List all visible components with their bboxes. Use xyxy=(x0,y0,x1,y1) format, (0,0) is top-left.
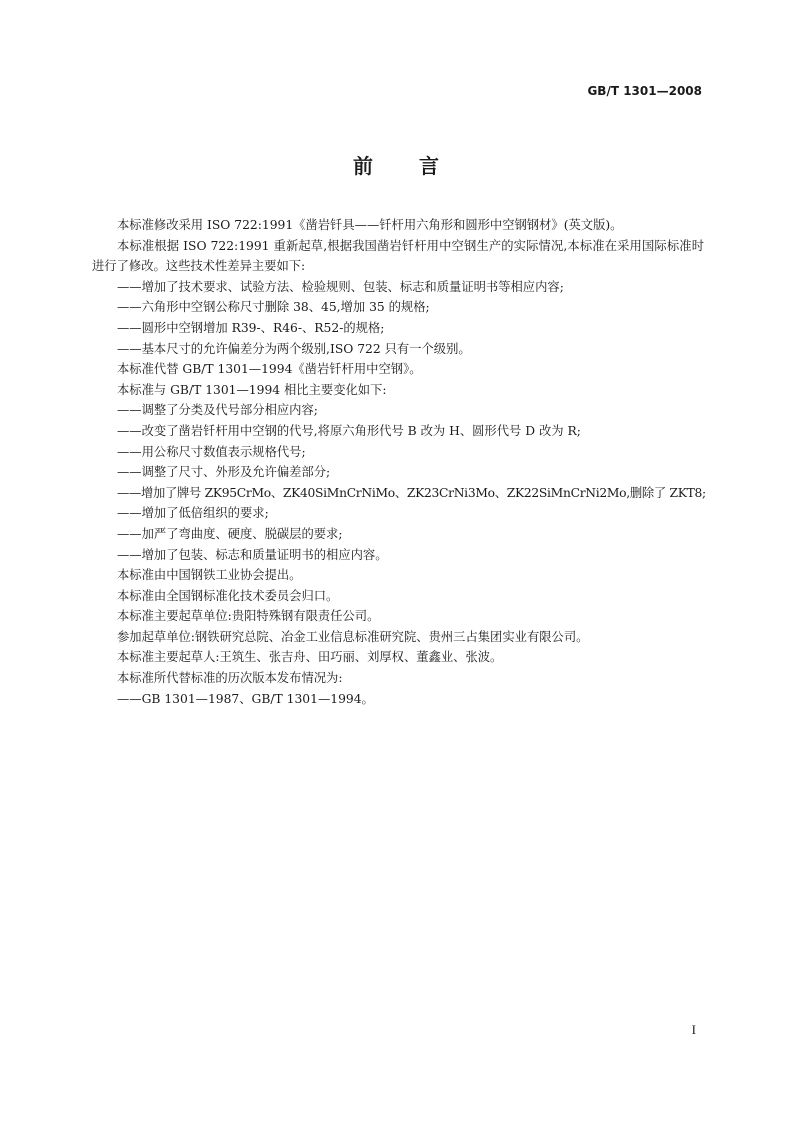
paragraph: 本标准主要起草人:王筑生、张吉舟、田巧丽、刘厚权、董鑫业、张波。 xyxy=(117,650,503,665)
paragraph: 本标准由全国钢标准化技术委员会归口。 xyxy=(117,588,339,603)
body-text xyxy=(92,215,704,709)
standard-code: GB/T 1301—2008 xyxy=(587,84,702,98)
list-item: ——增加了牌号 ZK95CrMo、ZK40SiMnCrNiMo、ZK23CrNi3Mo、ZK22SiMnCrNi2Mo,删除了 ZKT8; xyxy=(117,485,706,500)
paragraph: 本标准与 GB/T 1301—1994 相比主要变化如下: xyxy=(117,382,387,397)
list-item: ——改变了凿岩钎杆用中空钢的代号,将原六角形代号 B 改为 H、圆形代号 D 改为 R; xyxy=(117,423,581,438)
list-item: ——调整了尺寸、外形及允许偏差部分; xyxy=(117,465,331,480)
list-item: ——圆形中空钢增加 R39-、R46-、R52-的规格; xyxy=(117,320,385,335)
list-item: ——增加了技术要求、试验方法、检验规则、包装、标志和质量证明书等相应内容; xyxy=(117,279,564,294)
paragraph: 本标准根据 ISO 722:1991 重新起草,根据我国凿岩钎杆用中空钢生产的实际情况,本标准在采用国际标准时进行了修改。这些技术性差异主要如下: xyxy=(92,238,704,274)
title-char-2: 言 xyxy=(419,154,441,178)
title-char-1: 前 xyxy=(353,154,375,178)
list-item: ——增加了低倍组织的要求; xyxy=(117,506,269,521)
paragraph: 本标准代替 GB/T 1301—1994《凿岩钎杆用中空钢》。 xyxy=(117,362,422,377)
list-item: ——六角形中空钢公称尺寸删除 38、45,增加 35 的规格; xyxy=(117,300,430,315)
paragraph: 本标准所代替标准的历次版本发布情况为: xyxy=(117,671,343,686)
paragraph: 参加起草单位:钢铁研究总院、冶金工业信息标准研究院、贵州三占集团实业有限公司。 xyxy=(117,629,589,644)
list-item: ——基本尺寸的允许偏差分为两个级别,ISO 722 只有一个级别。 xyxy=(117,341,471,356)
list-item: ——加严了弯曲度、硬度、脱碳层的要求; xyxy=(117,526,343,541)
paragraph: 本标准由中国钢铁工业协会提出。 xyxy=(117,568,302,583)
paragraph: 本标准主要起草单位:贵阳特殊钢有限责任公司。 xyxy=(117,609,380,624)
list-item: ——增加了包装、标志和质量证明书的相应内容。 xyxy=(117,547,388,562)
list-item: ——GB 1301—1987、GB/T 1301—1994。 xyxy=(117,691,374,706)
page-title xyxy=(0,150,794,179)
list-item: ——用公称尺寸数值表示规格代号; xyxy=(117,444,306,459)
page-number: I xyxy=(691,1022,696,1037)
list-item: ——调整了分类及代号部分相应内容; xyxy=(117,403,318,418)
paragraph: 本标准修改采用 ISO 722:1991《凿岩钎具——钎杆用六角形和圆形中空钢钢材》(英文版)。 xyxy=(117,218,623,232)
